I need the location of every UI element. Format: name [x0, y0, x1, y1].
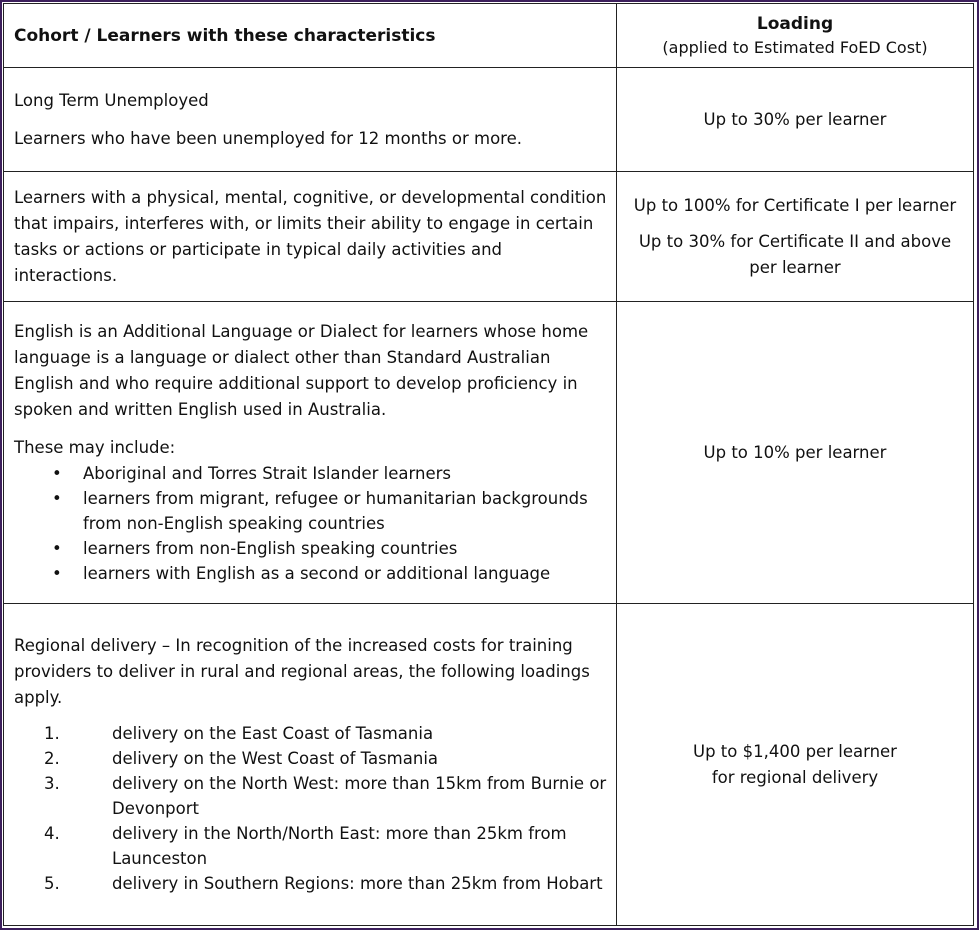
cohort-description: English is an Additional Language or Dialect for learners whose home language is a language or dialect other than Standard Australian English and who require additional support to develop proficiency in spoken and written English used in Australia.: [14, 322, 589, 419]
cohort-cell: [4, 68, 617, 172]
loading-header: [617, 4, 974, 68]
cohort-header: Cohort / Learners with these characteristics: [4, 4, 617, 68]
loading-table: [3, 3, 974, 926]
list-item: • learners from non-English speaking countries: [38, 536, 608, 561]
cohort-description: Regional delivery – In recognition of the increased costs for training providers to deliver in rural and regional areas, the following loadings apply.: [14, 636, 590, 707]
loading-value: Up to $1,400 per learner for regional delivery: [693, 741, 897, 787]
cohort-cell: [4, 172, 617, 302]
list-text: delivery on the North West: more than 15km from Burnie or Devonport: [112, 774, 607, 818]
table-row: [4, 302, 974, 604]
loading-cell: [617, 302, 974, 604]
cohort-cell: [4, 604, 617, 926]
loading-value: Up to 30% for Certificate II and above per learner: [638, 231, 952, 277]
list-text: delivery in Southern Regions: more than 25km from Hobart: [112, 874, 603, 893]
list-item: [14, 871, 608, 896]
list-number: 1.: [44, 724, 60, 743]
list-text: delivery on the East Coast of Tasmania: [112, 724, 434, 743]
cohort-cell: [4, 302, 617, 604]
numbered-list: [14, 721, 608, 896]
bullet-list: [14, 461, 608, 586]
loading-header-subtitle: (applied to Estimated FoED Cost): [662, 37, 928, 57]
loading-header-title: Loading: [756, 13, 834, 34]
list-item: [14, 721, 608, 746]
list-number: 2.: [44, 749, 60, 768]
list-text: delivery in the North/North East: more than 25km from Launceston: [112, 824, 567, 868]
table-row: [4, 172, 974, 302]
loading-value: Up to 10% per learner: [703, 442, 887, 462]
list-item: • learners from migrant, refugee or humanitarian backgrounds from non-English speaking countries: [38, 486, 608, 536]
list-number: 4.: [44, 824, 60, 843]
loading-value: Up to 100% for Certificate I per learner: [633, 195, 957, 215]
table-row: [4, 68, 974, 172]
loading-value: Up to 30% per learner: [703, 109, 887, 129]
header-row: [4, 4, 974, 68]
list-item: [14, 746, 608, 771]
list-number: 5.: [44, 874, 60, 893]
list-number: 3.: [44, 774, 60, 793]
cohort-description: Learners who have been unemployed for 12 months or more.: [14, 128, 522, 148]
cohort-title: Long Term Unemployed: [14, 90, 209, 110]
list-item: [14, 821, 608, 871]
loading-cell: [617, 604, 974, 926]
list-item: [14, 771, 608, 821]
table-row: [4, 604, 974, 926]
list-item: • learners with English as a second or additional language: [38, 561, 608, 586]
list-text: delivery on the West Coast of Tasmania: [112, 749, 439, 768]
loading-cell: [617, 172, 974, 302]
list-item: • Aboriginal and Torres Strait Islander learners: [38, 461, 608, 486]
cohort-description: Learners with a physical, mental, cognitive, or developmental condition that impairs, interferes with, or limits their ability to engage in certain tasks or actions or participate in typical daily activities and interactions.: [14, 187, 607, 285]
loading-cell: [617, 68, 974, 172]
cohort-intro: These may include:: [14, 438, 176, 457]
